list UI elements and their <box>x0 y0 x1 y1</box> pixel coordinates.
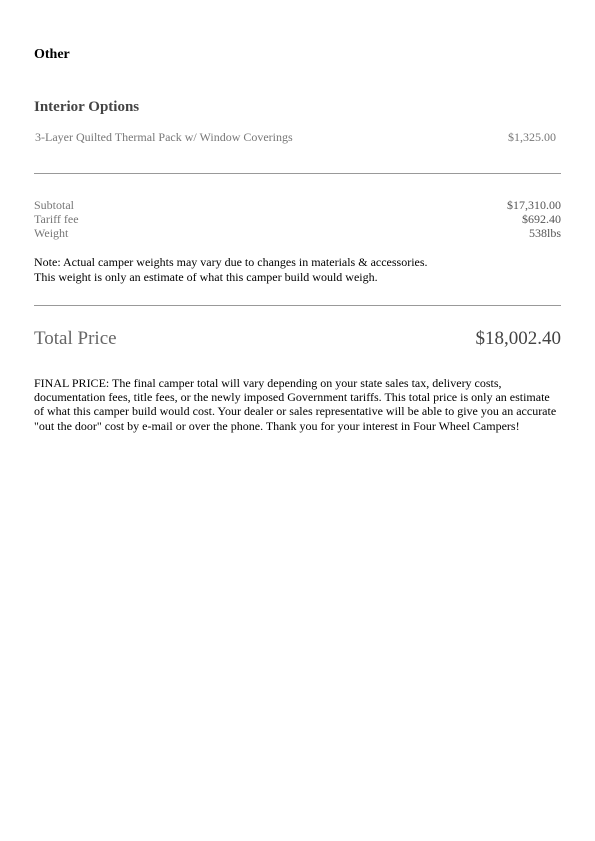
weight-value: 538lbs <box>528 226 561 240</box>
tariff-row <box>34 212 561 226</box>
section-title: Other <box>34 47 70 62</box>
total-row <box>34 328 561 350</box>
subtotal-value: $17,310.00 <box>507 198 561 212</box>
divider <box>34 173 561 174</box>
tariff-label: Tariff fee <box>34 212 79 226</box>
option-price: $1,325.00 <box>508 130 556 144</box>
weight-note <box>34 255 561 285</box>
total-value: $18,002.40 <box>475 328 561 349</box>
option-row <box>34 130 556 145</box>
price-summary <box>34 198 561 240</box>
weight-row <box>34 226 561 240</box>
subtotal-row <box>34 198 561 212</box>
divider <box>34 305 561 306</box>
option-name: 3-Layer Quilted Thermal Pack w/ Window Coverings <box>35 130 293 144</box>
weight-note-line-1: Note: Actual camper weights may vary due to changes in materials & accessories. <box>34 255 428 269</box>
weight-label: Weight <box>34 226 69 240</box>
weight-note-line-2: This weight is only an estimate of what this camper build would weigh. <box>34 270 378 284</box>
total-label: Total Price <box>34 328 117 349</box>
interior-options-title: Interior Options <box>34 99 140 115</box>
tariff-value: $692.40 <box>522 212 561 226</box>
subtotal-label: Subtotal <box>34 198 75 212</box>
final-price-note: FINAL PRICE: The final camper total will vary depending on your state sales tax, delivery costs, documentation fees, title fees, or the newly imposed Government tariffs. This total price is only an estimate of what this camper build would cost. Your dealer or sales representative will be able to give you an accurate "out the door" cost by e-mail or over the phone. Thank you for your interest in Four Wheel Campers! <box>34 376 557 433</box>
